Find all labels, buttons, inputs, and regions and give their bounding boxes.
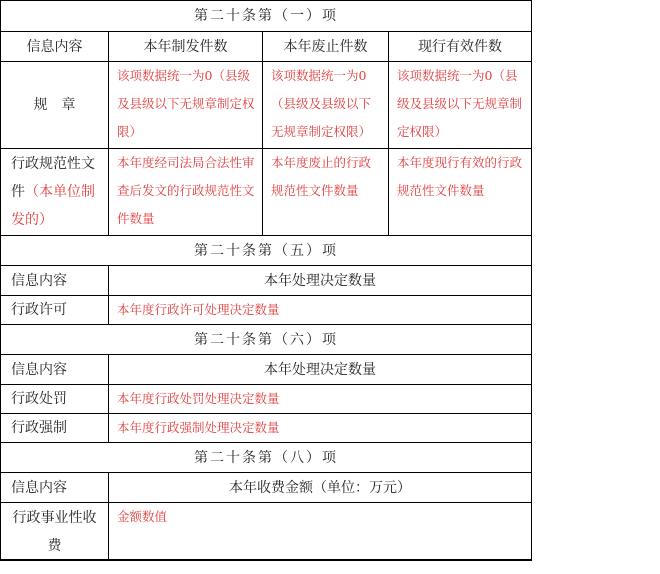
admin-enforcement-note: 本年度行政强制处理决定数量	[109, 414, 532, 443]
header-issued-count: 本年制发件数	[109, 32, 263, 62]
section-title-1: 第二十条第（一）项	[1, 1, 532, 32]
row-label-admin-penalty: 行政处罚	[1, 385, 109, 414]
header-decision-count-6: 本年处理决定数量	[109, 355, 532, 385]
row-label-admin-enforcement: 行政强制	[1, 414, 109, 443]
header-info-content: 信息内容	[1, 32, 109, 62]
regulations-valid-note: 该项数据统一为0（县级及县级以下无规章制定权限）	[389, 62, 532, 149]
normative-repealed-note: 本年度废止的行政规范性文件数量	[263, 149, 389, 236]
row-label-normative-docs	[1, 149, 109, 236]
header-valid-count: 现行有效件数	[389, 32, 532, 62]
admin-fees-note: 金额数值	[109, 503, 532, 561]
header-info-content-6: 信息内容	[1, 355, 109, 385]
section-title-5: 第二十条第（五）项	[1, 236, 532, 266]
normative-docs-label: 行政规范性文件	[11, 156, 95, 200]
header-info-content-5: 信息内容	[1, 266, 109, 296]
row-label-regulations: 规 章	[1, 62, 109, 149]
header-decision-count-5: 本年处理决定数量	[109, 266, 532, 296]
header-fee-amount: 本年收费金额（单位：万元）	[109, 473, 532, 503]
section-title-8: 第二十条第（八）项	[1, 443, 532, 473]
row-label-admin-license: 行政许可	[1, 296, 109, 325]
normative-valid-note: 本年度现行有效的行政规范性文件数量	[389, 149, 532, 236]
header-repealed-count: 本年废止件数	[263, 32, 389, 62]
header-info-content-8: 信息内容	[1, 473, 109, 503]
normative-docs-note: （本单位制发的）	[11, 184, 95, 228]
section-title-6: 第二十条第（六）项	[1, 325, 532, 355]
normative-issued-note: 本年度经司法局合法性审查后发文的行政规范性文件数量	[109, 149, 263, 236]
admin-penalty-note: 本年度行政处罚处理决定数量	[109, 385, 532, 414]
row-label-admin-fees: 行政事业性收费	[1, 503, 109, 561]
admin-license-note: 本年度行政许可处理决定数量	[109, 296, 532, 325]
regulations-repealed-note: 该项数据统一为0（县级及县级以下无规章制定权限）	[263, 62, 389, 149]
regulations-issued-note: 该项数据统一为0（县级及县级以下无规章制定权限）	[109, 62, 263, 149]
